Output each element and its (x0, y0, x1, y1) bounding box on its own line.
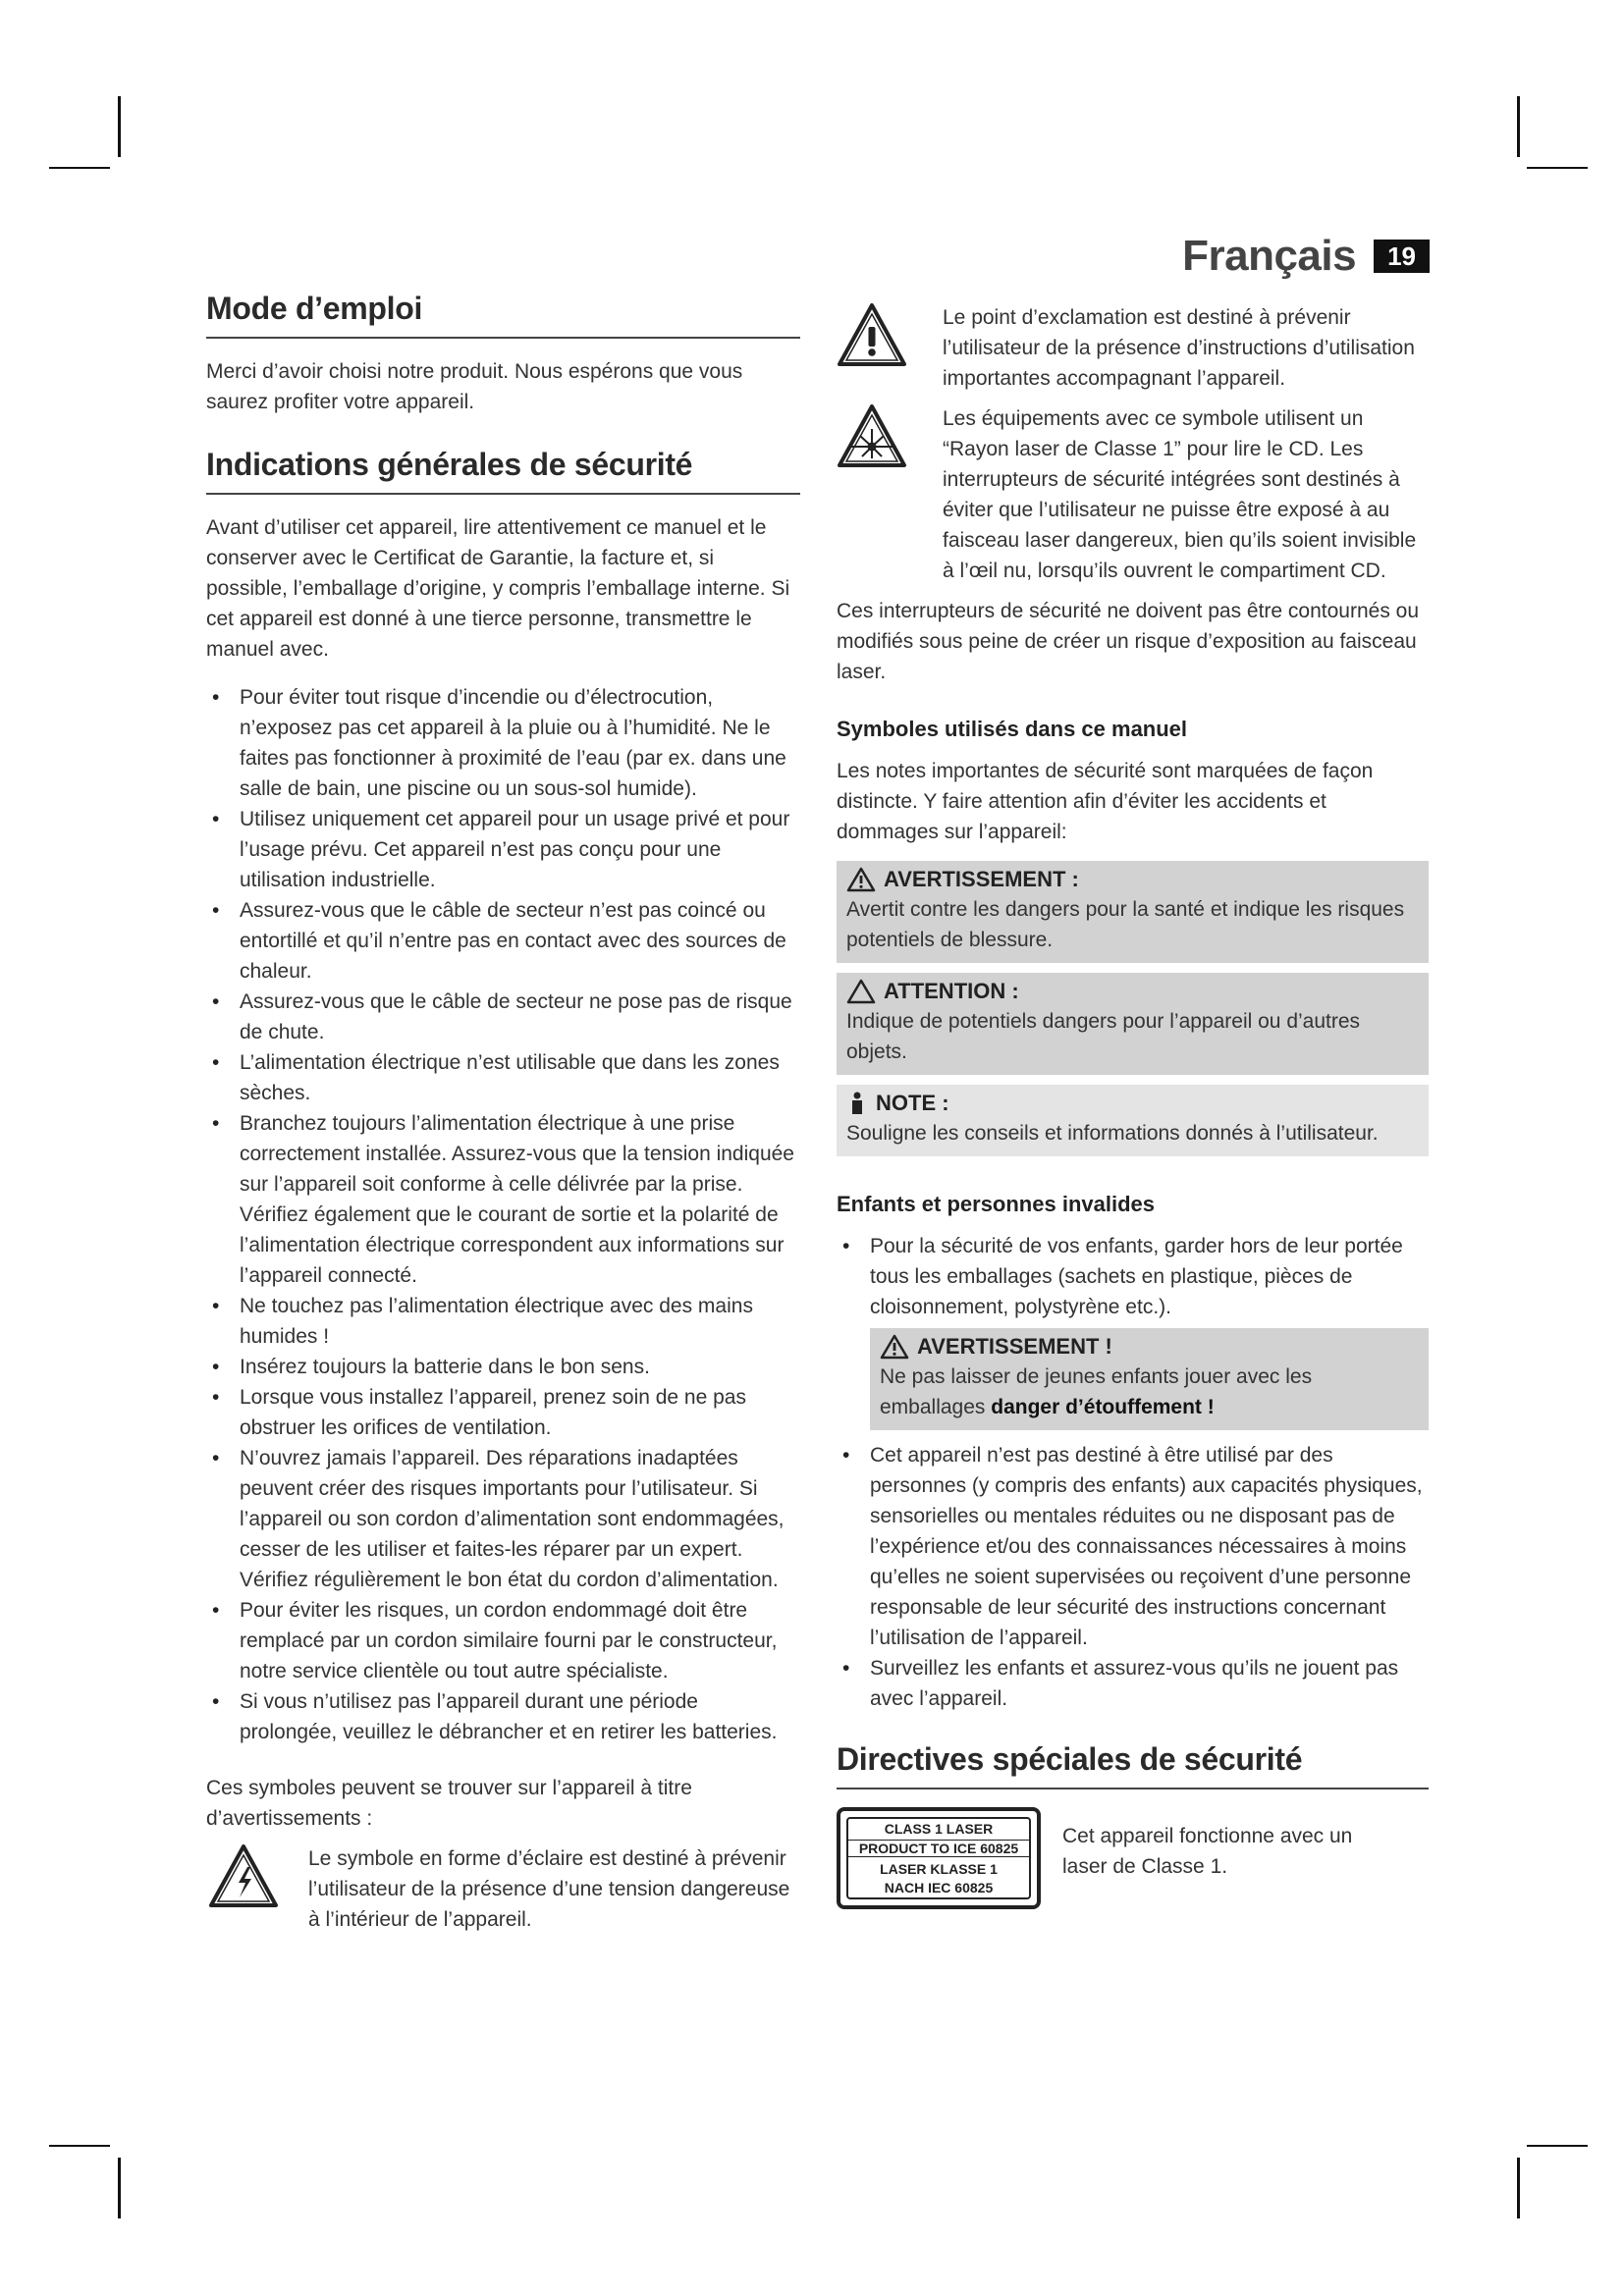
children-heading: Enfants et personnes invalides (837, 1192, 1155, 1216)
attention-text: Indique de potentiels dangers pour l’appareil ou d’autres objets. (846, 1010, 1361, 1063)
laser-label-line: LASER KLASSE 1 (880, 1860, 998, 1877)
symbols-heading: Symboles utilisés dans ce manuel (837, 717, 1188, 741)
crop-mark (1527, 167, 1588, 169)
lightning-symbol-row (208, 1843, 800, 1935)
mode-emploi-heading: Mode d’emploi (206, 291, 800, 339)
note-title: NOTE : (876, 1091, 949, 1115)
right-column (837, 302, 1429, 1909)
crop-mark (49, 2145, 110, 2147)
exclamation-text: Le point d’exclamation est destiné à prévenir l’utilisateur de la présence d’instructions d’utilisation importantes accompagnant l’appareil. (943, 306, 1415, 390)
laser-symbol-text: Les équipements avec ce symbole utilisent un “Rayon laser de Classe 1” pour lire le CD. Les interrupteurs de sécurité intégrées sont destinés à éviter que l’utilisateur ne puisse être exposé à au faisceau laser dangereux, bien qu’ils soient invisible à l’œil nu, lorsqu’ils ouvrent le compartiment CD. (943, 407, 1417, 582)
safety-bullet-list (206, 682, 800, 1747)
page-number: 19 (1374, 240, 1430, 273)
child-warning-emphasis: danger d’étouffement ! (991, 1396, 1215, 1418)
exclamation-warning-icon (837, 302, 907, 367)
list-item: • Assurez-vous que le câble de secteur ne pose pas de risque de chute. (206, 987, 800, 1047)
child-warning-box (870, 1328, 1429, 1430)
list-item: • Assurez-vous que le câble de secteur n’est pas coincé ou entortillé et qu’il n’entre pas en contact avec des sources de chaleur. (206, 895, 800, 987)
list-item: • Lorsque vous installez l’appareil, prenez soin de ne pas obstruer les orifices de ventilation. (206, 1382, 800, 1443)
laser-class-row (837, 1807, 1429, 1909)
warning-triangle-icon (846, 867, 876, 892)
list-item: • Si vous n’utilisez pas l’appareil durant une période prolongée, veuillez le débrancher et en retirer les batteries. (206, 1686, 800, 1747)
lightning-warning-icon (208, 1843, 279, 1908)
laser-label-line: NACH IEC 60825 (884, 1880, 994, 1896)
list-item: • Utilisez uniquement cet appareil pour un usage privé et pour l’usage prévu. Cet appareil n’est pas conçu pour une utilisation industrielle. (206, 804, 800, 895)
child-warning-text (880, 1362, 1419, 1422)
interlock-text: Ces interrupteurs de sécurité ne doivent pas être contournés ou modifiés sous peine de créer un risque d’exposition au faisceau laser. (837, 600, 1420, 683)
warning-triangle-icon (880, 1334, 909, 1360)
laser-class-label (837, 1807, 1041, 1909)
symbols-intro: Ces symboles peuvent se trouver sur l’appareil à titre d’avertissements : (206, 1777, 692, 1830)
laser-label-line: CLASS 1 LASER (884, 1820, 994, 1837)
page-header (1182, 232, 1430, 281)
laser-class-text: Cet appareil fonctionne avec un laser de Classe 1. (1062, 1825, 1353, 1878)
children-bullet-list (837, 1231, 1429, 1322)
attention-triangle-icon (846, 979, 876, 1004)
crop-mark (49, 167, 110, 169)
crop-mark (118, 2158, 121, 2218)
note-box (837, 1085, 1429, 1156)
directives-heading: Directives spéciales de sécurité (837, 1741, 1429, 1789)
warning-box (837, 861, 1429, 963)
laser-symbol-row (837, 403, 1429, 586)
list-item: • L’alimentation électrique n’est utilisable que dans les zones sèches. (206, 1047, 800, 1108)
exclamation-symbol-row (837, 302, 1429, 394)
note-text: Souligne les conseils et informations donnés à l’utilisateur. (846, 1122, 1379, 1145)
laser-radiation-icon (837, 403, 907, 468)
list-item: • Branchez toujours l’alimentation électrique à une prise correctement installée. Assurez-vous que la tension indiquée sur l’appareil soit conforme à celle délivrée par la prise. Vérifiez également que le courant de sortie et la polarité de l’alimentation électrique correspondent aux informations sur l’appareil connecté. (206, 1108, 800, 1291)
symbols-text: Les notes importantes de sécurité sont marquées de façon distincte. Y faire attention afin d’éviter les accidents et dommages sur l’appareil: (837, 760, 1374, 843)
list-item: • Pour éviter tout risque d’incendie ou d’électrocution, n’exposez pas cet appareil à la pluie ou à l’humidité. Ne le faites pas fonctionner à proximité de l’eau (par ex. dans une salle de bain, une piscine ou un sous-sol humide). (206, 682, 800, 804)
child-warning-body: Ne pas laisser de jeunes enfants jouer avec les emballages (880, 1365, 1313, 1418)
list-item: • Surveillez les enfants et assurez-vous qu’ils ne jouent pas avec l’appareil. (837, 1653, 1429, 1714)
warning-text: Avertit contre les dangers pour la santé et indique les risques potentiels de blessure. (846, 898, 1405, 951)
warning-title: AVERTISSEMENT : (884, 867, 1079, 891)
list-item: • N’ouvrez jamais l’appareil. Des réparations inadaptées peuvent créer des risques importants pour l’utilisateur. Si l’appareil ou son cordon d’alimentation sont endommagées, cesser de les utiliser et faites-les réparer par un expert. Vérifiez régulièrement le bon état du cordon d’alimentation. (206, 1443, 800, 1595)
list-item: • Ne touchez pas l’alimentation électrique avec des mains humides ! (206, 1291, 800, 1352)
attention-title: ATTENTION : (884, 979, 1019, 1003)
children-bullet-list-2 (837, 1440, 1429, 1714)
info-icon (846, 1091, 868, 1116)
list-item: • Pour la sécurité de vos enfants, garder hors de leur portée tous les emballages (sachets en plastique, pièces de cloisonnement, polystyrène etc.). (837, 1231, 1429, 1322)
crop-mark (1527, 2145, 1588, 2147)
list-item: • Pour éviter les risques, un cordon endommagé doit être remplacé par un cordon similaire fourni par le constructeur, notre service clientèle ou tout autre spécialiste. (206, 1595, 800, 1686)
crop-mark (118, 96, 121, 157)
list-item: • Insérez toujours la batterie dans le bon sens. (206, 1352, 800, 1382)
child-warning-title: AVERTISSEMENT ! (917, 1334, 1112, 1359)
attention-box (837, 973, 1429, 1075)
list-item: • Cet appareil n’est pas destiné à être utilisé par des personnes (y compris des enfants) aux capacités physiques, sensorielles ou mentales réduites ou ne disposant pas de l’expérience et/ou des connaissances nécessaires à moins qu’elles ne soient supervisées ou reçoivent d’une personne responsable de leur sécurité des instructions concernant l’utilisation de l’appareil. (837, 1440, 1429, 1653)
safety-heading: Indications générales de sécurité (206, 447, 800, 495)
lightning-text: Le symbole en forme d’éclaire est destiné à prévenir l’utilisateur de la présence d’une tension dangereuse à l’intérieur de l’appareil. (308, 1847, 790, 1931)
mode-emploi-text: Merci d’avoir choisi notre produit. Nous espérons que vous saurez profiter votre appareil. (206, 360, 743, 413)
laser-label-line: PRODUCT TO ICE 60825 (848, 1840, 1029, 1857)
crop-mark (1517, 2158, 1520, 2218)
language-label: Français (1182, 232, 1357, 280)
crop-mark (1517, 96, 1520, 157)
left-column (206, 291, 800, 1945)
safety-intro: Avant d’utiliser cet appareil, lire attentivement ce manuel et le conserver avec le Certificat de Garantie, la facture et, si possible, l’emballage d’origine, y compris l’emballage interne. Si cet appareil est donné à une tierce personne, transmettre le manuel avec. (206, 516, 790, 661)
